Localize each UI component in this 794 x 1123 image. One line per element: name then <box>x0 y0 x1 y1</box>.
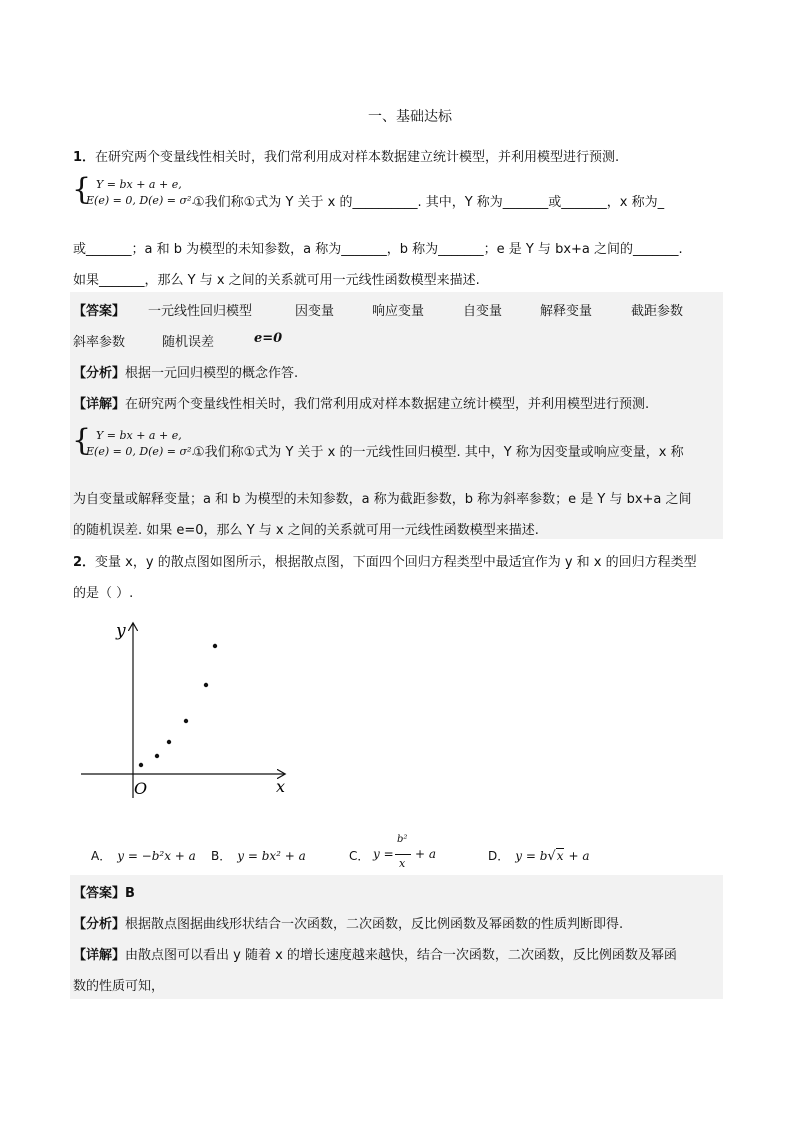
option-formula: + a <box>568 849 590 863</box>
answer-item: 斜率参数 <box>73 335 126 350</box>
detail-text: 由散点图可以看出 y 随着 x 的增长速度越来越快，结合一次函数，二次函数，反比例函数及幂函 <box>125 948 677 963</box>
scatter-point <box>139 763 143 767</box>
analysis-text: 根据散点图据曲线形状结合一次函数，二次函数，反比例函数及幂函数的性质判断即得. <box>125 917 624 932</box>
model-line-2: E(e) = 0, D(e) = σ². <box>86 194 195 207</box>
analysis-text: 根据一元回归模型的概念作答. <box>125 366 299 381</box>
q2-stem-line-1 <box>73 551 697 570</box>
scatter-point <box>184 719 188 723</box>
scatter-point <box>167 740 171 744</box>
scatter-point <box>213 644 217 648</box>
option-formula: y = −b²x + a <box>117 849 196 863</box>
option-label: A． <box>91 849 112 863</box>
model-line-1: Y = bx + a + e, <box>96 429 182 442</box>
y-axis-label: y <box>116 621 126 641</box>
q2-stem-line-2: 的是（ ）. <box>73 586 134 601</box>
analysis-label: 【分析】 <box>73 917 126 932</box>
q1-analysis <box>73 362 298 381</box>
option-label: C． <box>349 849 370 863</box>
model-line-1: Y = bx + a + e, <box>96 178 182 191</box>
origin-label: O <box>134 779 148 798</box>
answer-item: 随机误差 <box>162 335 215 350</box>
q2-stem-text: 变量 x，y 的散点图如图所示，根据散点图，下面四个回归方程类型中最适宜作为 y 和 x 的回归方程类型 <box>95 555 697 570</box>
answer-item: 一元线性回归模型 <box>148 304 253 319</box>
q1-stem <box>73 146 619 165</box>
option-b[interactable] <box>211 847 306 864</box>
option-label: D． <box>488 849 510 863</box>
q2-analysis <box>73 913 623 932</box>
q2-answer <box>73 882 135 901</box>
fraction-bar <box>395 854 411 855</box>
q2-number: 2． <box>73 555 96 570</box>
section-title: 一、基础达标 <box>368 109 452 125</box>
fraction-numerator: b² <box>397 834 408 845</box>
option-label: B． <box>211 849 232 863</box>
answer-item: 解释变量 <box>540 304 593 319</box>
q2-solution-block <box>70 875 723 999</box>
sqrt-symbol: √ <box>547 849 556 864</box>
detail-label: 【详解】 <box>73 948 126 963</box>
detail-label: 【详解】 <box>73 397 126 412</box>
option-formula: y = <box>373 847 394 861</box>
scatter-point <box>204 683 208 687</box>
scatter-plot <box>78 618 298 800</box>
model-line-2: E(e) = 0, D(e) = σ². <box>86 445 195 458</box>
q1-detail-body-3: 的随机误差. 如果 e=0，那么 Y 与 x 之间的关系就可用一元线性函数模型来描述. <box>73 523 539 538</box>
q1-number: 1． <box>73 150 96 165</box>
option-formula: + a <box>415 847 437 861</box>
answer-value: B <box>125 886 135 901</box>
q1-detail-body-2: 为自变量或解释变量；a 和 b 为模型的未知参数，a 称为截距参数，b 称为斜率参数；e 是 Y 与 bx+a 之间 <box>73 492 692 507</box>
answer-item: 自变量 <box>463 304 503 319</box>
option-formula: y = bx² + a <box>237 849 306 863</box>
q2-detail <box>73 944 677 963</box>
q1-answer-label: 【答案】 <box>73 304 126 319</box>
q1-body-line-1: ①我们称①式为 Y 关于 x 的__________. 其中，Y 称为_______或_______，x 称为_ <box>193 195 665 210</box>
q1-detail-body-1: ①我们称①式为 Y 关于 x 的一元线性回归模型. 其中，Y 称为因变量或响应变量，x 称 <box>193 445 684 460</box>
analysis-label: 【分析】 <box>73 366 126 381</box>
scatter-point <box>155 754 159 758</box>
option-formula: y = b <box>515 849 548 863</box>
q1-body-line-3: 如果_______，那么 Y 与 x 之间的关系就可用一元线性函数模型来描述. <box>73 273 480 288</box>
q1-detail <box>73 393 649 412</box>
answer-item: 因变量 <box>295 304 335 319</box>
option-a[interactable] <box>91 847 196 864</box>
q1-body-line-2: 或_______；a 和 b 为模型的未知参数，a 称为_______，b 称为_______；e 是 Y 与 bx+a 之间的_______. <box>73 242 683 257</box>
sqrt-radicand: x <box>556 849 564 863</box>
answer-item: e=0 <box>254 331 283 346</box>
left-brace: { <box>72 423 92 458</box>
left-brace: { <box>72 172 92 207</box>
answer-item: 截距参数 <box>631 304 684 319</box>
x-axis-label: x <box>276 777 286 796</box>
answer-label: 【答案】 <box>73 886 126 901</box>
fraction-denominator: x <box>399 857 406 870</box>
q1-stem-text: 在研究两个变量线性相关时，我们常利用成对样本数据建立统计模型，并利用模型进行预测. <box>95 150 620 165</box>
answer-item: 响应变量 <box>372 304 425 319</box>
detail-text: 在研究两个变量线性相关时，我们常利用成对样本数据建立统计模型，并利用模型进行预测. <box>125 397 650 412</box>
option-d[interactable] <box>488 847 590 864</box>
q2-detail-line-2: 数的性质可知， <box>73 979 165 994</box>
